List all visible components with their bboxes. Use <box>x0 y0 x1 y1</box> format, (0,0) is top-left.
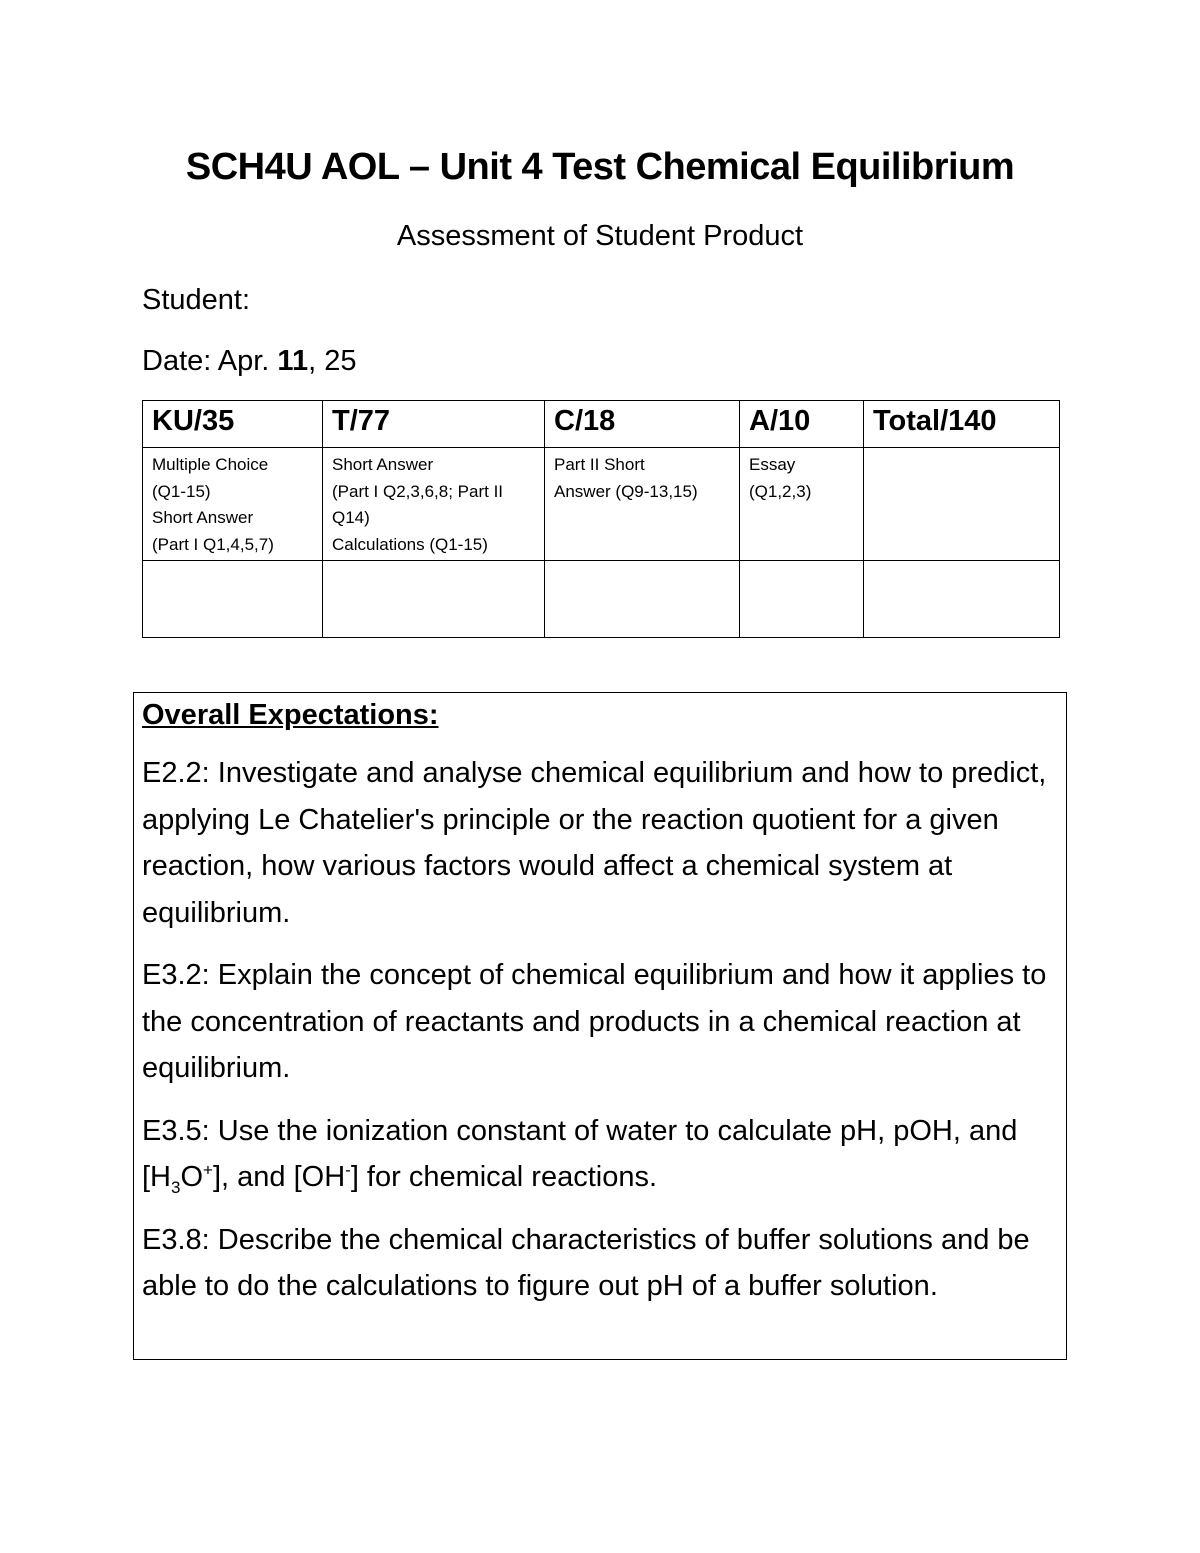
e35-text: ], and [OH <box>212 1161 346 1193</box>
t-heading: T/77 <box>323 401 545 448</box>
t-desc-line: Calculations (Q1-15) <box>332 534 488 554</box>
marks-table <box>142 400 1060 638</box>
ku-desc-line: Short Answer <box>152 508 254 527</box>
ku-description <box>143 448 323 561</box>
e35-text: E3.5: Use the ionization constant of water to calculate pH, pOH, and [H <box>142 1114 1018 1193</box>
ku-desc-line: (Part I Q1,4,5,7) <box>152 534 274 554</box>
e35-text: O <box>180 1161 204 1193</box>
document-title: SCH4U AOL – Unit 4 Test Chemical Equilibrium <box>185 146 1015 188</box>
total-heading: Total/140 <box>864 401 1060 448</box>
a-heading: A/10 <box>740 401 864 448</box>
ku-heading: KU/35 <box>143 401 323 448</box>
a-desc-line: (Q1,2,3) <box>749 481 812 501</box>
e35-subscript: 3 <box>171 1177 181 1197</box>
date-year: , 25 <box>308 345 357 377</box>
expectations-heading: Overall Expectations: <box>142 699 439 731</box>
date-label: Date: Apr. <box>142 345 270 377</box>
expectation-e3-8: E3.8: Describe the chemical characteristics of buffer solutions and be able to do the calculations to figure out pH of a buffer solution. <box>142 1223 1030 1302</box>
expectation-e3-2: E3.2: Explain the concept of chemical equilibrium and how it applies to the concentration of reactants and products in a chemical reaction at equilibrium. <box>142 959 1047 1084</box>
overall-expectations-box <box>133 692 1067 1360</box>
date-line <box>142 345 356 378</box>
c-description <box>545 448 740 561</box>
t-description <box>323 448 545 561</box>
t-desc-line: Short Answer <box>332 455 434 474</box>
c-desc-line: Part II Short <box>554 455 645 474</box>
e35-text: ] for chemical reactions. <box>350 1161 658 1193</box>
a-score-cell[interactable] <box>740 561 864 638</box>
date-day: 11 <box>277 345 309 377</box>
ku-desc-line: Multiple Choice <box>152 455 269 474</box>
e35-superscript: + <box>203 1160 213 1180</box>
a-desc-line: Essay <box>749 455 796 474</box>
e35-superscript: - <box>345 1160 351 1180</box>
marks-score-row <box>143 561 1060 638</box>
marks-description-row <box>143 448 1060 561</box>
t-desc-line: (Part I Q2,3,6,8; Part II <box>332 481 504 501</box>
c-desc-line: Answer (Q9-13,15) <box>554 481 698 501</box>
ku-score-cell[interactable] <box>143 561 323 638</box>
student-label: Student: <box>142 284 251 316</box>
a-description <box>740 448 864 561</box>
expectation-e2-2: E2.2: Investigate and analyse chemical equilibrium and how to predict, applying Le Chatelier's principle or the reaction quotient for a given reaction, how various factors would affect a chemical system at equilibrium. <box>142 757 1047 929</box>
t-desc-line: Q14) <box>332 508 370 527</box>
ku-desc-line: (Q1-15) <box>152 481 211 501</box>
marks-header-row <box>143 401 1060 448</box>
document-subtitle: Assessment of Student Product <box>396 220 804 252</box>
total-score-cell[interactable] <box>864 561 1060 638</box>
total-description <box>864 448 1060 561</box>
c-score-cell[interactable] <box>545 561 740 638</box>
t-score-cell[interactable] <box>323 561 545 638</box>
expectation-e3-5 <box>142 1108 1058 1201</box>
c-heading: C/18 <box>545 401 740 448</box>
